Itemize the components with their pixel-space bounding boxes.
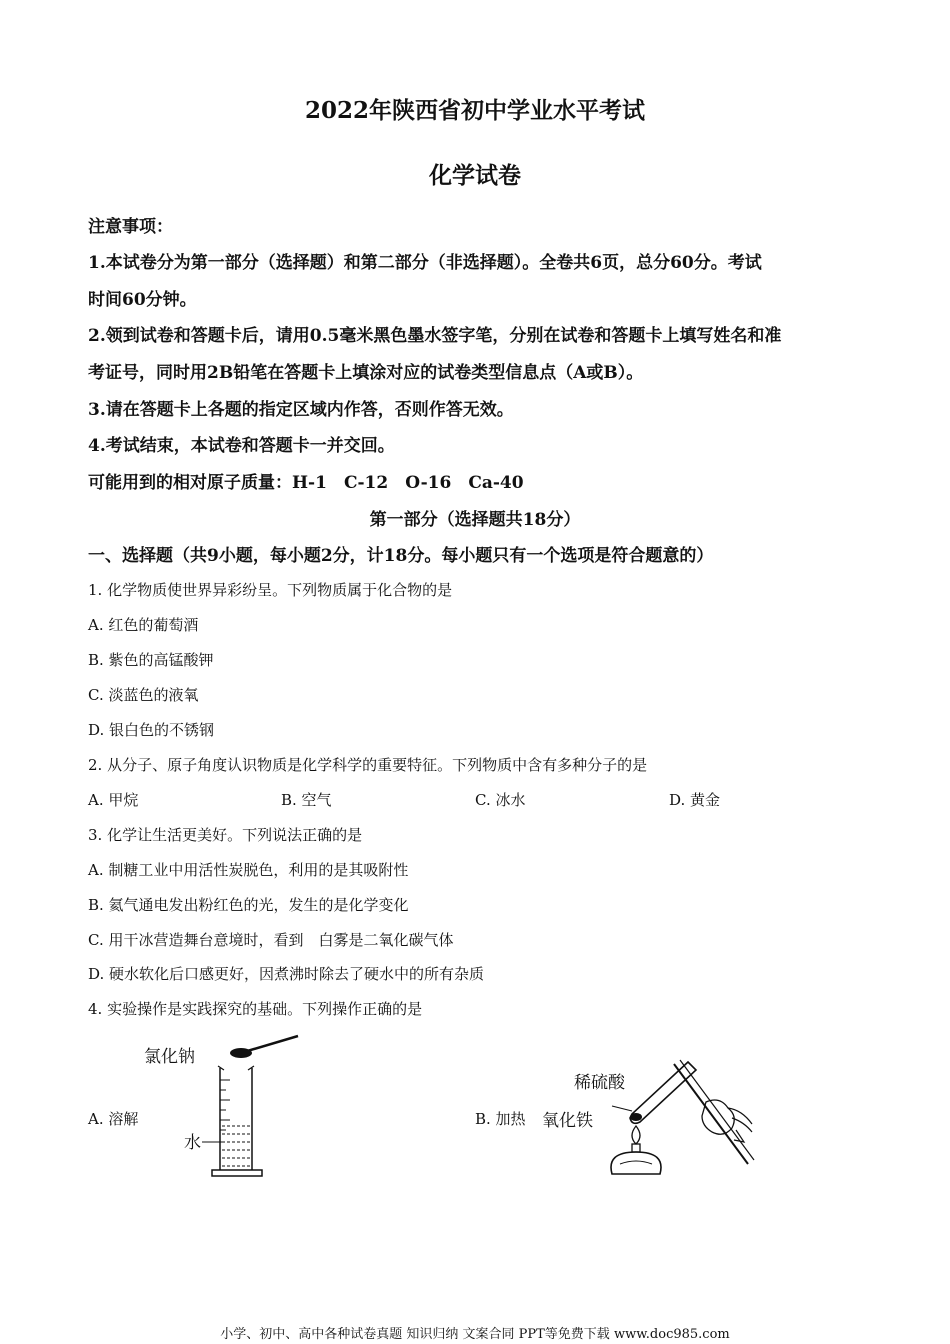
q4-option-b: B. 加热 xyxy=(475,1110,526,1128)
part1-heading: 第一部分（选择题共18分） xyxy=(369,510,581,530)
q2-option-b: B. 空气 xyxy=(281,791,332,809)
hand xyxy=(702,1100,734,1134)
q4-stem: 4. 实验操作是实践探究的基础。下列操作正确的是 xyxy=(88,1000,423,1018)
salt-on-spatula xyxy=(230,1048,252,1058)
q2-stem: 2. 从分子、原子角度认识物质是化学科学的重要特征。下列物质中含有多种分子的是 xyxy=(88,756,648,774)
q3-option-b: B. 氦气通电发出粉红色的光，发生的是化学变化 xyxy=(88,896,409,914)
q3-option-a: A. 制糖工业中用活性炭脱色，利用的是其吸附性 xyxy=(88,861,409,879)
atomic-masses: 可能用到的相对原子质量：H-1 C-12 O-16 Ca-40 xyxy=(88,473,524,493)
alcohol-lamp xyxy=(611,1152,661,1174)
flame xyxy=(632,1126,640,1144)
iron-oxide-sample xyxy=(630,1113,642,1121)
q1-option-c: C. 淡蓝色的液氧 xyxy=(88,686,199,704)
q3-option-d: D. 硬水软化后口感更好，因煮沸时除去了硬水中的所有杂质 xyxy=(88,965,485,983)
q2-option-a: A. 甲烷 xyxy=(88,791,139,809)
exam-title: 2022年陕西省初中学业水平考试 xyxy=(304,97,645,124)
cylinder-base xyxy=(212,1170,262,1176)
q1-option-b: B. 紫色的高锰酸钾 xyxy=(88,651,214,669)
tube-holder-rod xyxy=(674,1064,748,1164)
q3-option-c: C. 用干冰营造舞台意境时，看到 白雾是二氧化碳气体 xyxy=(88,931,454,949)
q1-option-a: A. 红色的葡萄酒 xyxy=(88,616,199,634)
iron-oxide-label: 氧化铁 xyxy=(542,1111,593,1131)
q1-stem: 1. 化学物质使世界异彩纷呈。下列物质属于化合物的是 xyxy=(88,581,453,599)
sodium-chloride-label: 氯化钠 xyxy=(144,1047,195,1067)
section-heading: 一、选择题（共9小题，每小题2分，计18分。每小题只有一个选项是符合题意的） xyxy=(88,546,714,566)
cylinder-lip xyxy=(218,1066,254,1070)
notice-line-1a: 1.本试卷分为第一部分（选择题）和第二部分（非选择题）。全卷共6页，总分60分。考试 xyxy=(88,253,762,273)
notice-line-3: 3.请在答题卡上各题的指定区域内作答，否则作答无效。 xyxy=(88,400,514,420)
water-label: 水 xyxy=(184,1133,201,1153)
page-footer: 小学、初中、高中各种试卷真题 知识归纳 文案合同 PPT等免费下载 www.doc985.com xyxy=(220,1327,730,1342)
lamp-wick-holder xyxy=(632,1144,640,1152)
spatula-handle xyxy=(244,1036,298,1052)
q1-option-d: D. 银白色的不锈钢 xyxy=(88,721,215,739)
acid-leader-line xyxy=(612,1106,632,1111)
notice-line-2b: 考证号，同时用2B铅笔在答题卡上填涂对应的试卷类型信息点（A或B）。 xyxy=(88,363,644,383)
notice-line-4: 4.考试结束，本试卷和答题卡一并交回。 xyxy=(88,436,395,456)
q4-option-a: A. 溶解 xyxy=(88,1110,139,1128)
notice-line-2a: 2.领到试卷和答题卡后，请用0.5毫米黑色墨水签字笔，分别在试卷和答题卡上填写姓名和准 xyxy=(88,326,782,346)
heating-figure xyxy=(540,1056,770,1181)
cylinder-walls xyxy=(220,1068,252,1170)
lamp-fuel-line xyxy=(620,1161,652,1164)
exam-subtitle: 化学试卷 xyxy=(429,162,521,189)
q2-option-c: C. 冰水 xyxy=(475,791,526,809)
q2-option-d: D. 黄金 xyxy=(669,791,721,809)
q3-stem: 3. 化学让生活更美好。下列说法正确的是 xyxy=(88,826,363,844)
cylinder-graduations xyxy=(220,1080,230,1130)
notice-line-1b: 时间60分钟。 xyxy=(88,290,197,310)
water-lines xyxy=(222,1126,250,1166)
tube-holder-rod-2 xyxy=(680,1060,754,1160)
notice-heading: 注意事项： xyxy=(88,217,173,237)
dissolving-figure xyxy=(140,1030,310,1180)
dilute-sulfuric-acid-label: 稀硫酸 xyxy=(574,1073,625,1093)
